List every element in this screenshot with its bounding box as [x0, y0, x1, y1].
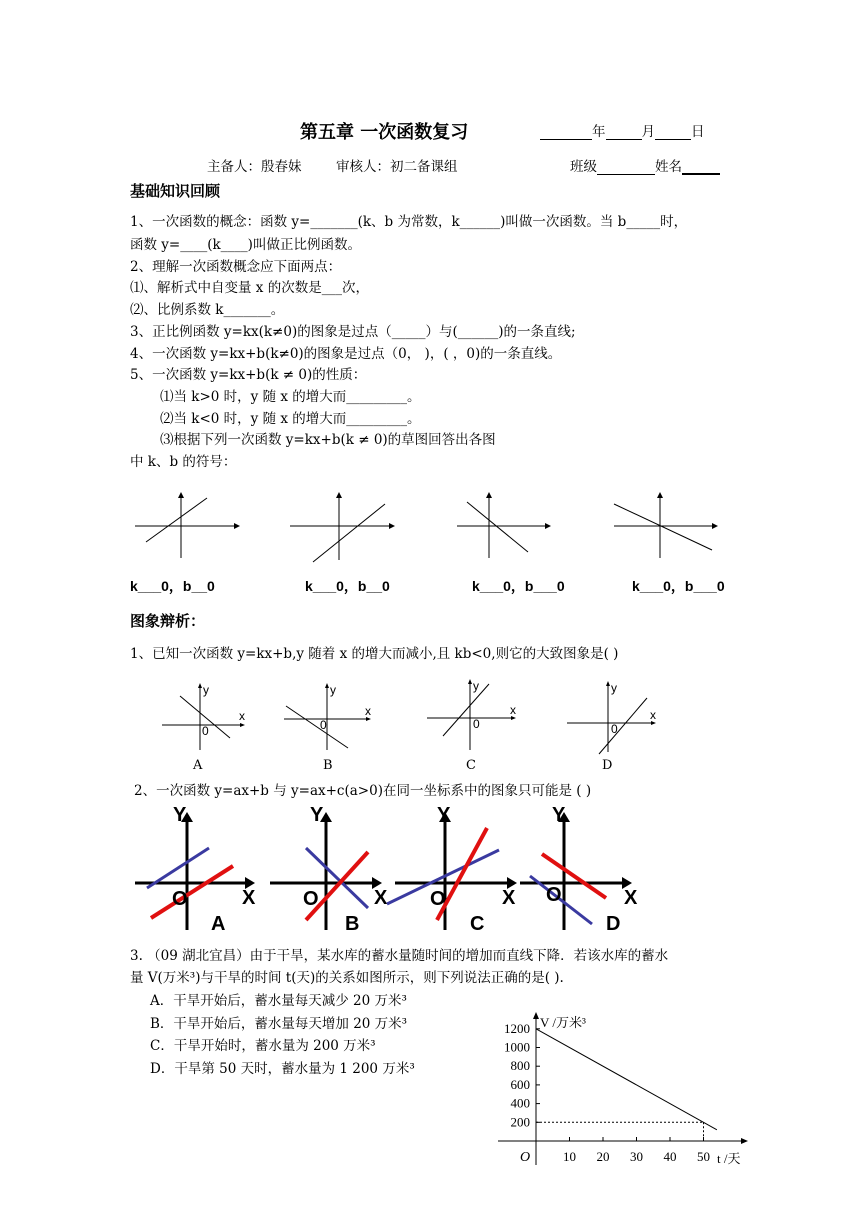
text-line: 函数 y=____(k____)叫做正比例函数。 — [130, 237, 361, 253]
q2-graph-a — [135, 804, 265, 935]
text-line: ⑵当 k<0 时，y 随 x 的增大而_________。 — [160, 411, 421, 427]
series-line — [536, 1029, 717, 1130]
origin-label: O — [520, 1150, 531, 1165]
axis-label-x: x — [510, 703, 516, 717]
axis-label-y: y — [203, 683, 209, 697]
text-line: 5、一次函数 y=kx+b(k ≠ 0)的性质： — [130, 367, 367, 383]
axis-label-x: X — [242, 887, 256, 909]
axis-label-y: Y — [437, 804, 451, 826]
section-heading-basics: 基础知识回顾 — [130, 182, 221, 200]
sketch-graph-2 — [288, 492, 398, 564]
q2-option-a: A — [211, 913, 226, 935]
question-3-line-1: 3. （09 湖北宜昌）由于干旱，某水库的蓄水量随时间的增加而直线下降．若该水库的蓄水 — [130, 948, 669, 964]
q1-graph-b — [282, 682, 377, 752]
kb-answer-1: k___0，b__0 — [130, 578, 215, 594]
x-tick-label: 10 — [563, 1149, 576, 1164]
origin-label: 0 — [202, 724, 209, 738]
q1-option-a: A — [193, 758, 203, 773]
text-line: ⑵、比例系数 k_______。 — [130, 302, 285, 318]
origin-label: O — [546, 884, 562, 906]
y-tick-label: 400 — [510, 1095, 530, 1111]
x-tick-label: 20 — [596, 1149, 610, 1164]
x-tick-label: 30 — [630, 1149, 643, 1164]
axis-label-y: Y — [552, 804, 566, 826]
origin-label: 0 — [611, 722, 618, 736]
axis-label-x: X — [624, 887, 638, 909]
question-2: 2、一次函数 y=ax+b 与 y=ax+c(a>0)在同一坐标系中的图象只可能是 ( ) — [134, 783, 592, 799]
preparer: 主备人：殷春妹 — [207, 159, 302, 175]
text-line: 1、一次函数的概念：函数 y=_______(k、b 为常数，k______)叫做一次函数。当 b_____时， — [130, 214, 688, 230]
choice-b: B．干旱开始后，蓄水量每天增加 20 万米³ — [150, 1016, 408, 1032]
text-line: 中 k、b 的符号： — [130, 454, 237, 470]
q1-option-b: B — [323, 758, 333, 773]
axis-label-x: x — [650, 708, 656, 722]
page-title: 第五章 一次函数复习 — [300, 122, 469, 143]
origin-label: 0 — [473, 717, 480, 731]
origin-label: O — [430, 888, 446, 910]
choice-a: A．干旱开始后，蓄水量每天减少 20 万米³ — [150, 993, 407, 1009]
axis-label-x: x — [239, 709, 245, 723]
origin-label: O — [172, 888, 188, 910]
axis-label-y: y — [611, 681, 617, 695]
class-name-field: 班级 姓名 — [570, 155, 720, 175]
q1-graph-c — [425, 676, 520, 752]
text-line: 3、正比例函数 y=kx(k≠0)的图象是过点（_____）与(______)的一条直线; — [130, 324, 576, 340]
y-axis-title: V /万米³ — [540, 1015, 586, 1030]
kb-answer-4: k___0，b___0 — [632, 578, 725, 594]
x-tick-label: 40 — [663, 1149, 677, 1164]
axis-label-x: x — [365, 704, 371, 718]
text-line: ⑴当 k>0 时，y 随 x 的增大而_________。 — [160, 389, 421, 405]
y-tick-label: 600 — [510, 1076, 530, 1092]
section-heading-graph-analysis: 图象辩析： — [130, 612, 206, 630]
q3-line-chart — [480, 1015, 750, 1175]
q1-graph-a — [160, 682, 250, 752]
text-line: ⑴、解析式中自变量 x 的次数是___次， — [130, 280, 369, 296]
choice-c: C．干旱开始时，蓄水量为 200 万米³ — [150, 1038, 376, 1054]
axis-label-y: Y — [310, 804, 324, 826]
text-line: 2、理解一次函数概念应下面两点： — [130, 259, 342, 275]
date-field: 年 月 日 — [540, 120, 705, 140]
q1-option-c: C — [466, 758, 476, 773]
axis-label-y: y — [473, 679, 479, 693]
x-axis-arrow — [741, 1138, 748, 1144]
sketch-graph-3 — [455, 492, 555, 562]
y-axis-arrow — [533, 1012, 539, 1019]
question-1: 1、已知一次函数 y=kx+b,y 随着 x 的增大而减小,且 kb<0,则它的大致图象是( ) — [130, 646, 619, 662]
q2-graph-c — [395, 804, 525, 935]
q2-option-b: B — [345, 913, 360, 935]
axis-label-x: X — [374, 887, 388, 909]
reviewer: 审核人：初二备课组 — [336, 159, 458, 175]
q1-option-d: D — [602, 758, 613, 773]
choice-d: D．干旱第 50 天时，蓄水量为 1 200 万米³ — [150, 1061, 415, 1077]
q2-graph-d — [520, 804, 650, 935]
sketch-graph-1 — [130, 492, 240, 562]
y-tick-label: 1000 — [504, 1039, 530, 1055]
q2-graph-b — [270, 804, 400, 935]
origin-label: 0 — [320, 718, 327, 732]
y-tick-label: 200 — [510, 1114, 530, 1130]
q2-option-c: C — [470, 913, 485, 935]
kb-answer-3: k___0，b___0 — [472, 578, 565, 594]
question-3-line-2: 量 V(万米³)与干旱的时间 t(天)的关系如图所示，则下列说法正确的是( ). — [130, 970, 564, 986]
x-axis-title: t /天 — [717, 1151, 741, 1166]
origin-label: O — [303, 888, 319, 910]
q1-graph-d — [565, 680, 660, 754]
axis-label-y: y — [330, 683, 336, 697]
x-tick-label: 50 — [697, 1149, 710, 1164]
y-tick-label: 1200 — [504, 1020, 530, 1036]
text-line: ⑶根据下列一次函数 y=kx+b(k ≠ 0)的草图回答出各图 — [160, 432, 496, 448]
kb-answer-2: k___0，b__0 — [305, 578, 390, 594]
sketch-graph-4 — [608, 492, 718, 562]
axis-label-y: Y — [173, 804, 187, 826]
text-line: 4、一次函数 y=kx+b(k≠0)的图象是过点（0， )，( ，0)的一条直线。 — [130, 346, 562, 362]
y-tick-label: 800 — [510, 1058, 530, 1074]
q2-option-d: D — [606, 913, 621, 935]
axis-label-x: X — [502, 887, 516, 909]
